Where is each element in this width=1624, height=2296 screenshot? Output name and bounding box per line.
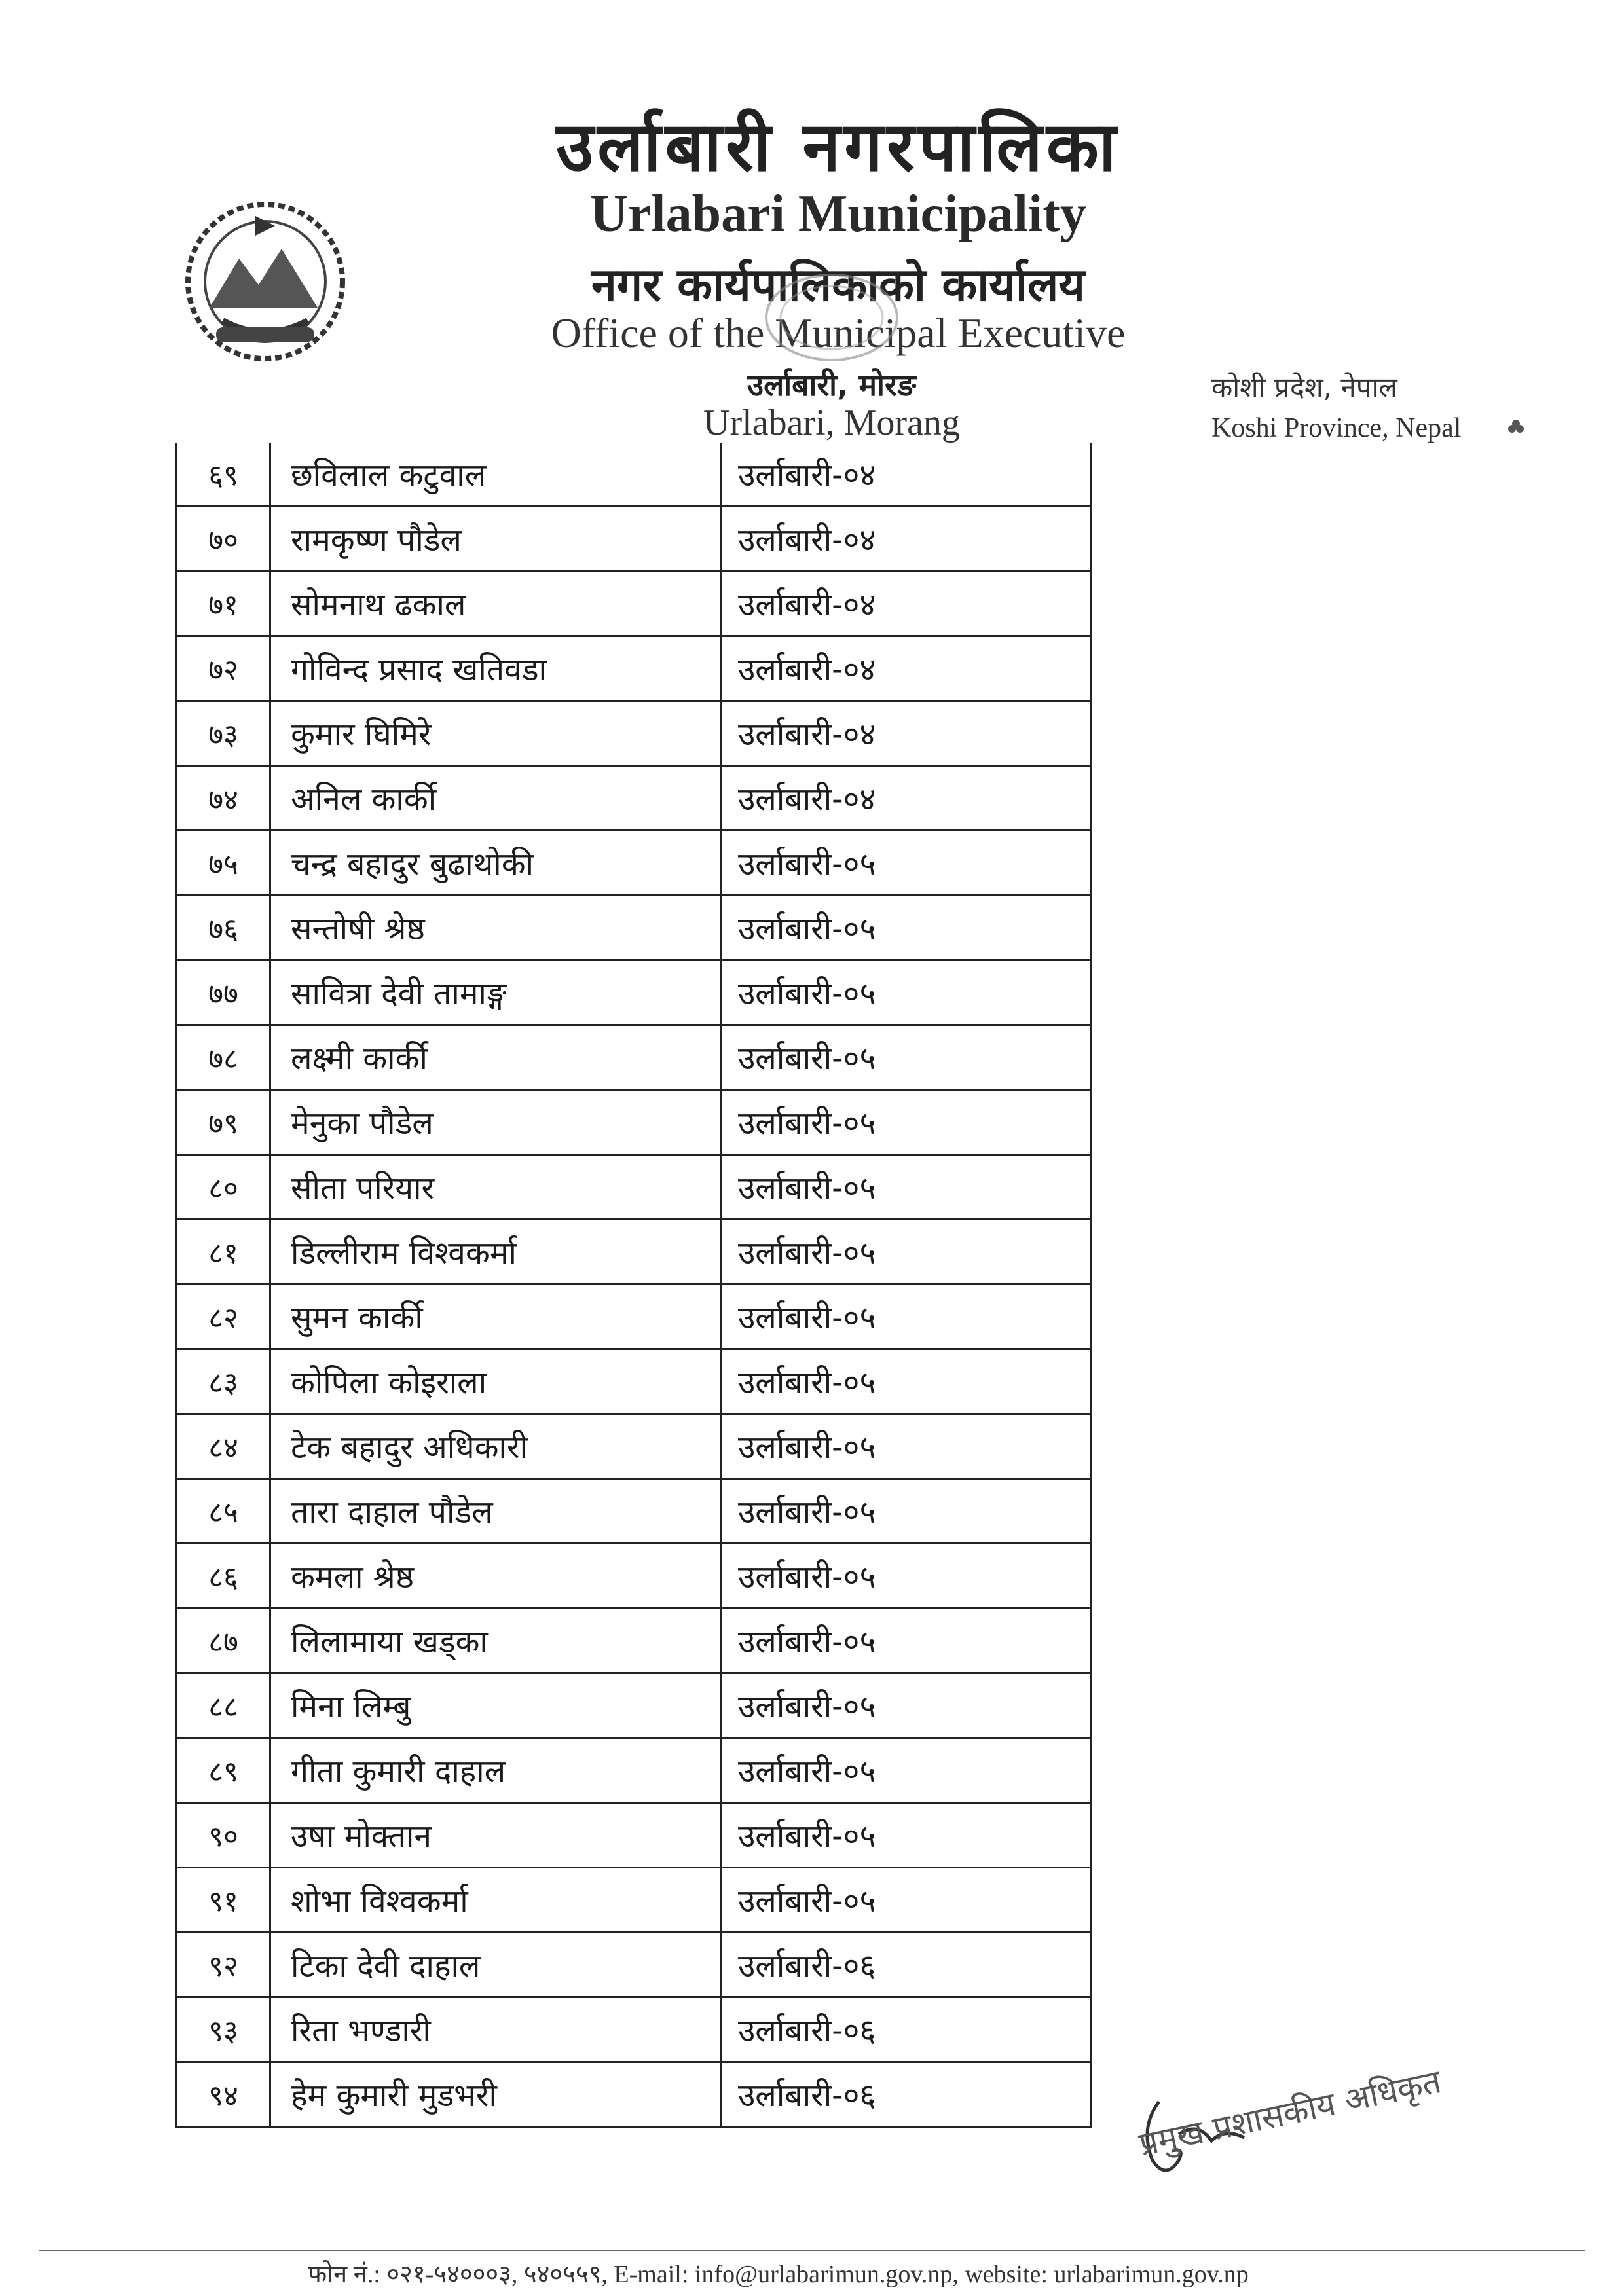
row-ward: उर्लाबारी-०५	[722, 1479, 1092, 1544]
row-name: सावित्रा देवी तामाङ्ग	[270, 960, 722, 1025]
table-row	[177, 1155, 1092, 1220]
footer-contact: फोन नं.: ०२१-५४०००३, ५४०५५९, E-mail: info@urlabarimun.gov.np, website: urlabarimun.gov.np	[308, 2261, 1249, 2288]
row-number: ७८	[177, 1025, 270, 1090]
row-number: ८३	[177, 1349, 270, 1414]
row-name: रामकृष्ण पौडेल	[270, 507, 722, 572]
row-ward: उर्लाबारी-०५	[722, 1868, 1092, 1933]
office-title-nepali: नगर कार्यपालिकाको कार्यालय	[591, 258, 1086, 312]
row-name: डिल्लीराम विश्वकर्मा	[270, 1220, 722, 1285]
row-ward: उर्लाबारी-०४	[722, 572, 1092, 636]
address-nepali: उर्लाबारी, मोरङ	[747, 367, 917, 403]
province-english: Koshi Province, Nepal	[1211, 413, 1462, 443]
signatory-role: प्रमुख प्रशासकीय अधिकृत	[1135, 2062, 1445, 2164]
row-ward: उर्लाबारी-०५	[722, 1414, 1092, 1479]
table-row	[177, 831, 1092, 896]
row-number: ७०	[177, 507, 270, 572]
table-row	[177, 2062, 1092, 2127]
row-ward: उर्लाबारी-०४	[722, 701, 1092, 766]
row-name: हेम कुमारी मुडभरी	[270, 2062, 722, 2127]
table-row	[177, 1090, 1092, 1155]
row-name: मेनुका पौडेल	[270, 1090, 722, 1155]
row-number: ७१	[177, 572, 270, 636]
row-name: चन्द्र बहादुर बुढाथोकी	[270, 831, 722, 896]
row-number: ७२	[177, 636, 270, 701]
row-number: ७६	[177, 896, 270, 960]
table-row	[177, 1414, 1092, 1479]
beneficiary-table	[175, 443, 1092, 2128]
row-number: ८५	[177, 1479, 270, 1544]
row-ward: उर्लाबारी-०६	[722, 2062, 1092, 2127]
row-name: टेक बहादुर अधिकारी	[270, 1414, 722, 1479]
row-number: ७५	[177, 831, 270, 896]
row-ward: उर्लाबारी-०५	[722, 1803, 1092, 1868]
table-row	[177, 896, 1092, 960]
row-number: ६९	[177, 443, 270, 507]
row-ward: उर्लाबारी-०५	[722, 1738, 1092, 1803]
row-number: ८०	[177, 1155, 270, 1220]
table-row	[177, 766, 1092, 831]
row-ward: उर्लाबारी-०५	[722, 1349, 1092, 1414]
table-row	[177, 1997, 1092, 2062]
row-number: ८७	[177, 1609, 270, 1673]
nepal-emblem-icon	[177, 196, 354, 369]
row-number: ७७	[177, 960, 270, 1025]
row-name: सोमनाथ ढकाल	[270, 572, 722, 636]
table-row	[177, 1933, 1092, 1997]
address-english: Urlabari, Morang	[703, 403, 960, 443]
row-name: टिका देवी दाहाल	[270, 1933, 722, 1997]
table-row	[177, 507, 1092, 572]
row-number: ९३	[177, 1997, 270, 2062]
row-ward: उर्लाबारी-०५	[722, 831, 1092, 896]
row-ward: उर्लाबारी-०६	[722, 1997, 1092, 2062]
flower-mark-icon	[1506, 418, 1526, 440]
table-row	[177, 1285, 1092, 1349]
table-row	[177, 960, 1092, 1025]
row-number: ८९	[177, 1738, 270, 1803]
row-name: गीता कुमारी दाहाल	[270, 1738, 722, 1803]
row-name: उषा मोक्तान	[270, 1803, 722, 1868]
row-ward: उर्लाबारी-०६	[722, 1933, 1092, 1997]
table-row	[177, 1673, 1092, 1738]
row-number: ८६	[177, 1544, 270, 1609]
table-row	[177, 1609, 1092, 1673]
row-ward: उर्लाबारी-०४	[722, 443, 1092, 507]
row-name: रिता भण्डारी	[270, 1997, 722, 2062]
table-row	[177, 636, 1092, 701]
row-name: छविलाल कटुवाल	[270, 443, 722, 507]
row-name: लिलामाया खड्का	[270, 1609, 722, 1673]
row-name: मिना लिम्बु	[270, 1673, 722, 1738]
row-name: कोपिला कोइराला	[270, 1349, 722, 1414]
row-name: गोविन्द प्रसाद खतिवडा	[270, 636, 722, 701]
province-nepali: कोशी प्रदेश, नेपाल	[1211, 371, 1397, 403]
row-number: ८४	[177, 1414, 270, 1479]
row-number: ८८	[177, 1673, 270, 1738]
table-row	[177, 1738, 1092, 1803]
row-number: ८२	[177, 1285, 270, 1349]
office-stamp-icon	[760, 268, 904, 369]
row-ward: उर्लाबारी-०५	[722, 1025, 1092, 1090]
row-ward: उर्लाबारी-०५	[722, 1155, 1092, 1220]
row-name: लक्ष्मी कार्की	[270, 1025, 722, 1090]
row-name: कमला श्रेष्ठ	[270, 1544, 722, 1609]
row-name: सुमन कार्की	[270, 1285, 722, 1349]
row-number: ७४	[177, 766, 270, 831]
table-row	[177, 1803, 1092, 1868]
row-ward: उर्लाबारी-०५	[722, 960, 1092, 1025]
row-ward: उर्लाबारी-०५	[722, 1673, 1092, 1738]
row-number: ८१	[177, 1220, 270, 1285]
table-row	[177, 1479, 1092, 1544]
row-ward: उर्लाबारी-०४	[722, 636, 1092, 701]
table-row	[177, 1025, 1092, 1090]
row-ward: उर्लाबारी-०४	[722, 766, 1092, 831]
table-row	[177, 1349, 1092, 1414]
table-row	[177, 701, 1092, 766]
municipality-title-english: Urlabari Municipality	[590, 185, 1086, 243]
row-ward: उर्लाबारी-०५	[722, 1220, 1092, 1285]
municipality-title-nepali: उर्लाबारी नगरपालिका	[556, 107, 1120, 187]
row-name: सीता परियार	[270, 1155, 722, 1220]
row-ward: उर्लाबारी-०५	[722, 896, 1092, 960]
row-name: अनिल कार्की	[270, 766, 722, 831]
row-name: शोभा विश्वकर्मा	[270, 1868, 722, 1933]
row-ward: उर्लाबारी-०५	[722, 1544, 1092, 1609]
row-ward: उर्लाबारी-०५	[722, 1609, 1092, 1673]
row-ward: उर्लाबारी-०४	[722, 507, 1092, 572]
table-row	[177, 443, 1092, 507]
row-number: ९१	[177, 1868, 270, 1933]
row-ward: उर्लाबारी-०५	[722, 1285, 1092, 1349]
table-row	[177, 1544, 1092, 1609]
row-number: ७३	[177, 701, 270, 766]
row-number: ७९	[177, 1090, 270, 1155]
row-number: ९०	[177, 1803, 270, 1868]
row-name: कुमार घिमिरे	[270, 701, 722, 766]
table-row	[177, 1220, 1092, 1285]
table-row	[177, 572, 1092, 636]
row-number: ९४	[177, 2062, 270, 2127]
row-ward: उर्लाबारी-०५	[722, 1090, 1092, 1155]
row-name: तारा दाहाल पौडेल	[270, 1479, 722, 1544]
row-name: सन्तोषी श्रेष्ठ	[270, 896, 722, 960]
footer-divider	[39, 2250, 1585, 2251]
table-row	[177, 1868, 1092, 1933]
row-number: ९२	[177, 1933, 270, 1997]
office-title-english: Office of the Municipal Executive	[551, 310, 1126, 356]
